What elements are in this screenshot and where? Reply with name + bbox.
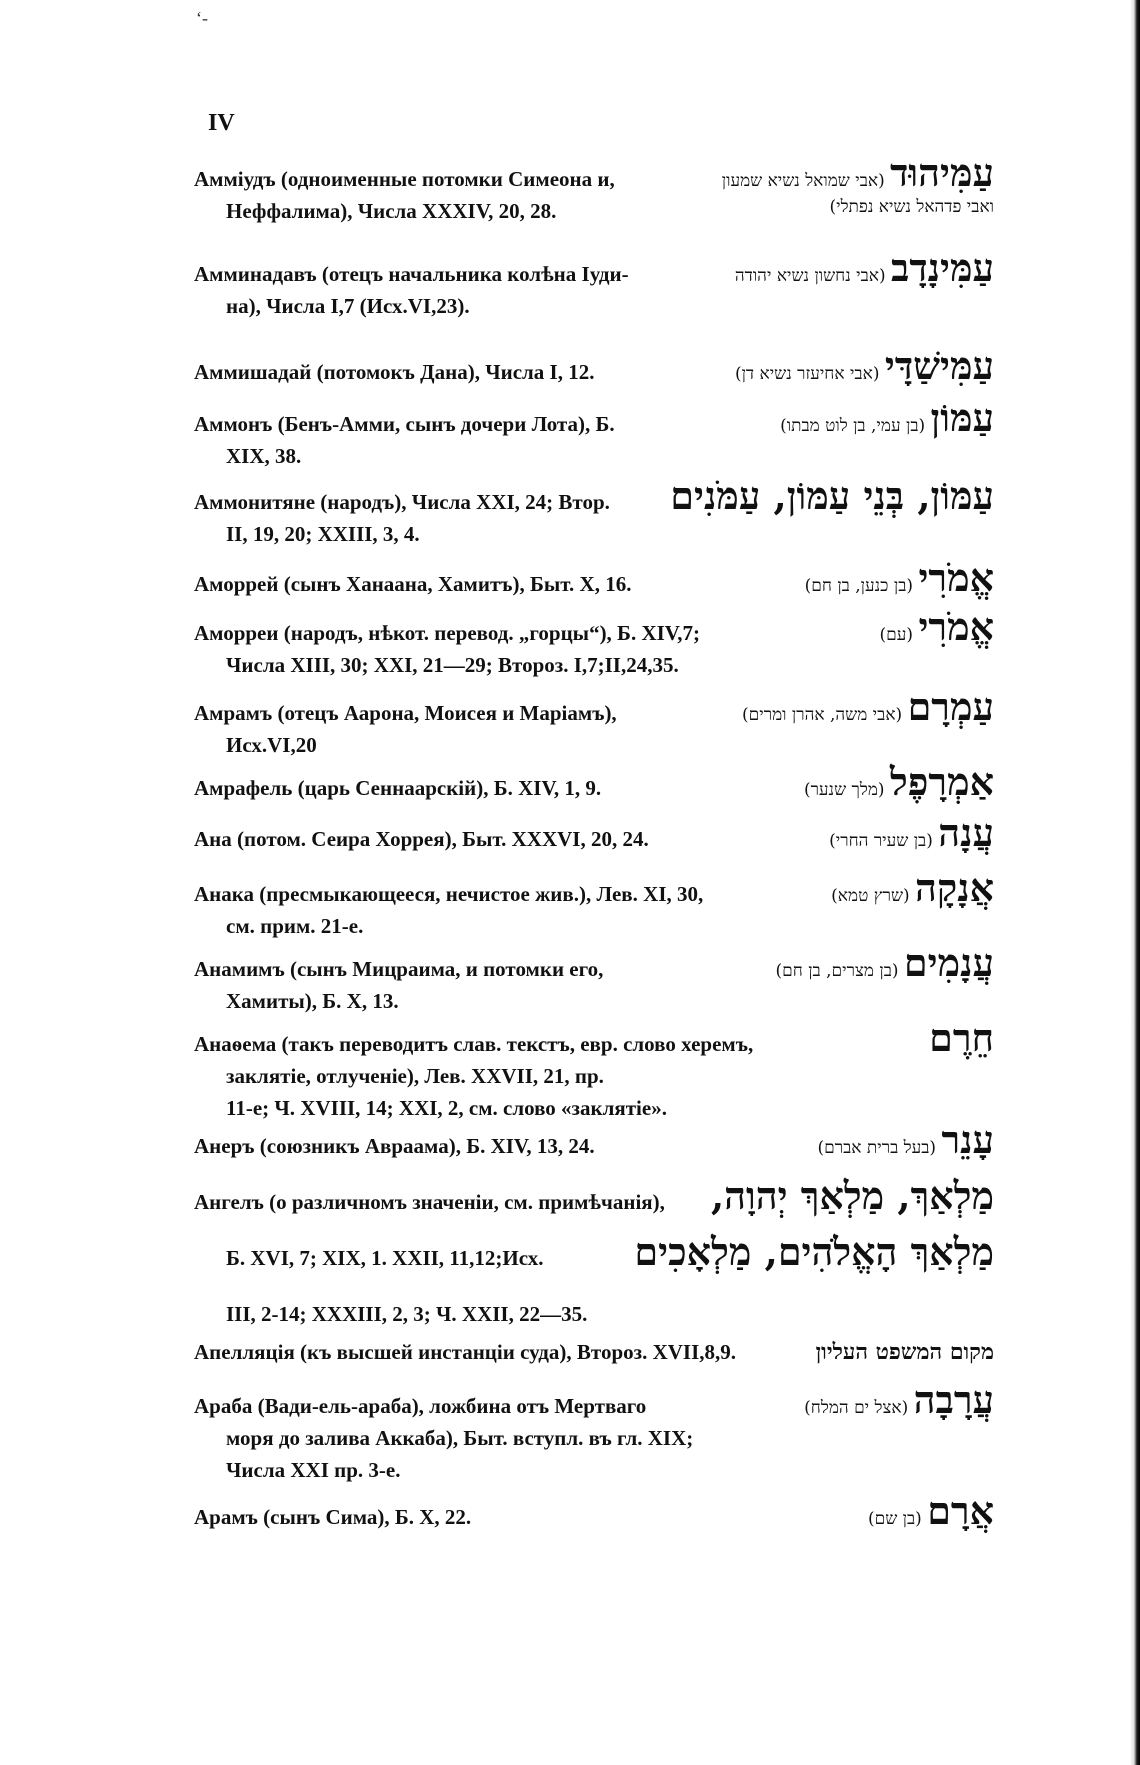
- entry-line: [194, 1298, 994, 1330]
- russian-text: 11-е; Ч. XVIII, 14; XXI, 2, см. слово «заклятiе».: [226, 1096, 667, 1120]
- entry-line: [194, 518, 994, 550]
- hebrew-word: מַלְאַךְ, מַלְאַךְ יְהוָה,: [710, 1173, 994, 1218]
- hebrew-term: [867, 1488, 994, 1535]
- hebrew-word: עַמִּינָדָב: [891, 245, 994, 290]
- russian-text: Анаѳема (такъ переводитъ слав. текстъ, евр. слово херемъ,: [194, 1032, 754, 1056]
- hebrew-word: מַלְאַךְ הָאֱלֹהִים, מַלְאָכִים: [634, 1229, 994, 1274]
- entry-line: [194, 343, 994, 388]
- entry-amram: [194, 684, 994, 761]
- russian-text: III, 2-14; XXXIII, 2, 3; Ч. XXII, 22—35.: [226, 1302, 588, 1326]
- hebrew-term: מקום המשפט העליון: [815, 1339, 994, 1365]
- entry-line: [194, 1173, 994, 1218]
- russian-text: Арамъ (сынъ Сима), Б. X, 22.: [194, 1505, 472, 1529]
- russian-text: Аморрей (сынъ Ханаана, Хамитъ), Быт. X, 16.: [194, 572, 632, 596]
- hebrew-term: [775, 940, 994, 987]
- hebrew-gloss: (בן שעיר החרי): [829, 831, 939, 851]
- hebrew-term: [817, 1117, 995, 1164]
- entry-line: [194, 985, 994, 1017]
- hebrew-gloss: (בן עמי, בן לוט מבתו): [780, 416, 931, 436]
- hebrew-gloss: (בעל ברית אברם): [817, 1138, 942, 1158]
- hebrew-term: [831, 865, 994, 912]
- entry-line: [194, 1060, 994, 1092]
- hebrew-term: [634, 1229, 994, 1274]
- entry-amorrey: [194, 555, 994, 600]
- russian-text: XIX, 38.: [226, 444, 302, 468]
- russian-text: Анамимъ (сынъ Мицраима, и потомки его,: [194, 957, 604, 981]
- hebrew-term: [879, 604, 994, 651]
- hebrew-gloss: (בן כנען, בן חם): [804, 576, 919, 596]
- entry-line: [194, 729, 994, 761]
- hebrew-word: עֲנָה: [938, 810, 994, 855]
- entry-line: [194, 395, 994, 440]
- entry-line: [194, 1336, 994, 1368]
- hebrew-gloss: (אבי אחיעזר נשיא דן): [734, 364, 885, 384]
- russian-text: Аммишадай (потомокъ Дана), Числа I, 12.: [194, 360, 595, 384]
- entry-line: [194, 759, 994, 804]
- russian-text: Хамиты), Б. X, 13.: [226, 989, 399, 1013]
- hebrew-gloss: (בן שם): [867, 1509, 928, 1529]
- russian-text: моря до залива Аккаба), Быт. вступл. въ гл. XIX;: [226, 1426, 694, 1450]
- entry-anaka: [194, 865, 994, 942]
- russian-text: на), Числа I,7 (Исх.VI,23).: [226, 294, 470, 318]
- entry-line: [194, 290, 994, 322]
- entry-line: [194, 1229, 994, 1274]
- hebrew-gloss: (עם): [879, 625, 919, 645]
- entry-line: [194, 910, 994, 942]
- entry-amorrei: [194, 604, 994, 681]
- entry-ammon: [194, 395, 994, 472]
- hebrew-gloss: (אבי משה, אהרן ומרים): [742, 705, 908, 725]
- hebrew-term: [780, 395, 994, 442]
- hebrew-word: אֱמֹרִי: [918, 604, 994, 649]
- entry-araba: [194, 1377, 994, 1486]
- hebrew-word: חֵרֶם: [929, 1015, 994, 1060]
- entry-line: [194, 810, 994, 855]
- russian-text: Исх.VI,20: [226, 733, 317, 757]
- header-mark: ‘-: [196, 8, 208, 28]
- hebrew-term: [929, 1015, 994, 1060]
- russian-text: Неффалима), Числа XXXIV, 20, 28.: [226, 199, 557, 223]
- hebrew-word: עַמִּישַׁדָּי: [884, 343, 994, 388]
- russian-text: см. прим. 21-е.: [226, 914, 364, 938]
- entry-ammishaddai: [194, 343, 994, 388]
- entry-line: [194, 245, 994, 290]
- hebrew-word: אֲרָם: [927, 1488, 994, 1533]
- entry-anamim: [194, 940, 994, 1017]
- entry-line: [194, 1488, 994, 1533]
- entry-line: [194, 865, 994, 910]
- russian-text: Амрамъ (отецъ Аарона, Моисея и Марiамъ),: [194, 701, 617, 725]
- russian-text: Аммiудъ (одноименные потомки Симеона и,: [194, 167, 615, 191]
- hebrew-word: עַמְרָם: [907, 684, 994, 729]
- hebrew-term: [829, 810, 994, 857]
- hebrew-term: [804, 555, 994, 602]
- entry-line: [194, 1454, 994, 1486]
- hebrew-gloss: ואבי פדהאל נשיא נפתלי): [829, 197, 994, 217]
- entry-line: [194, 1117, 994, 1162]
- entry-line: [194, 1377, 994, 1422]
- russian-text: Анеръ (союзникъ Авраама), Б. XIV, 13, 24.: [194, 1134, 595, 1158]
- hebrew-word: אֱמֹרִי: [918, 555, 994, 600]
- page-number: IV: [208, 110, 235, 136]
- hebrew-term: [804, 1377, 994, 1424]
- hebrew-word: אֲנָקָה: [915, 865, 994, 910]
- russian-text: Анака (пресмыкающееся, нечистое жив.), Лев. XI, 30,: [194, 882, 704, 906]
- russian-text: Аморреи (народъ, нѣкот. перевод. „горцы“), Б. XIV,7;: [194, 621, 700, 645]
- hebrew-term: [830, 189, 995, 223]
- russian-text: Апелляцiя (къ высшей инстанцiи суда), Второз. XVII,8,9.: [194, 1340, 737, 1364]
- russian-text: заклятiе, отлученiе), Лев. XXVII, 21, пр.: [226, 1064, 604, 1088]
- hebrew-term: [803, 759, 994, 806]
- hebrew-term: [734, 343, 994, 390]
- russian-text: Амминадавъ (отецъ начальника колѣна Iуди-: [194, 262, 629, 286]
- hebrew-gloss: (אבי שמואל נשיא שמעון: [721, 171, 891, 191]
- entry-line: [194, 555, 994, 600]
- entry-anathema: [194, 1015, 994, 1124]
- entry-line: [194, 940, 994, 985]
- entry-ana: [194, 810, 994, 855]
- entry-amrafel: [194, 759, 994, 804]
- russian-text: Б. XVI, 7; XIX, 1. XXII, 11,12;Исх.: [226, 1246, 544, 1270]
- hebrew-term: [710, 1173, 994, 1218]
- entry-aner: [194, 1117, 994, 1162]
- hebrew-gloss: (מלך שנער): [803, 780, 890, 800]
- entry-line: [194, 473, 994, 518]
- entry-line: [194, 1422, 994, 1454]
- hebrew-gloss: (בן מצרים, בן חם): [775, 961, 904, 981]
- entry-line: [194, 440, 994, 472]
- russian-text: Араба (Вади-ель-араба), ложбина отъ Мертваго: [194, 1394, 647, 1418]
- hebrew-word: עֲנָמִים: [903, 940, 994, 985]
- russian-text: Аммонъ (Бенъ-Амми, сынъ дочери Лота), Б.: [194, 412, 615, 436]
- page-edge: [1130, 0, 1140, 1765]
- hebrew-gloss: (אבי נחשון נשיא יהודה: [734, 266, 892, 286]
- russian-text: Аммонитяне (народъ), Числа XXI, 24; Втор.: [194, 490, 610, 514]
- russian-text: Числа XIII, 30; XXI, 21—29; Второз. I,7;II,24,35.: [226, 653, 679, 677]
- hebrew-word: עָנֵר: [941, 1117, 994, 1162]
- hebrew-gloss: (שרץ טמא): [831, 886, 916, 906]
- entry-ammonites: [194, 473, 994, 550]
- hebrew-word: אַמְרָפֶל: [889, 759, 994, 804]
- entry-appellation: [194, 1336, 994, 1368]
- entry-ammiud: [194, 150, 994, 251]
- entry-angel: [194, 1173, 994, 1330]
- russian-text: Амрафель (царь Сеннаарскiй), Б. XIV, 1, 9.: [194, 776, 602, 800]
- hebrew-gloss: (אצל ים המלח): [804, 1398, 914, 1418]
- entry-line: [194, 684, 994, 729]
- russian-text: Ана (потом. Сеира Хоррея), Быт. XXXVI, 20, 24.: [194, 827, 649, 851]
- hebrew-word: עַמּוֹן, בְּנֵי עַמּוֹן, עַמֹּנִים: [670, 473, 994, 518]
- entry-line: [194, 195, 994, 227]
- entry-line: [194, 604, 994, 649]
- hebrew-word: עַמּוֹן: [930, 395, 994, 440]
- hebrew-term: [742, 684, 994, 731]
- russian-text: II, 19, 20; XXIII, 3, 4.: [226, 522, 420, 546]
- entry-line: [194, 1092, 994, 1124]
- entry-line: [194, 1015, 994, 1060]
- hebrew-term: [670, 473, 994, 518]
- russian-text: Числа XXI пр. 3-е.: [226, 1458, 401, 1482]
- hebrew-word: עֲרָבָה: [913, 1377, 994, 1422]
- hebrew-word: עַמִּיהוּד: [890, 150, 994, 195]
- entry-line: [194, 649, 994, 681]
- hebrew-term: [734, 245, 994, 292]
- russian-text: Ангелъ (о различномъ значенiи, см. примѣчанiя),: [194, 1190, 665, 1214]
- entry-amminadab: [194, 245, 994, 322]
- entry-aram: [194, 1488, 994, 1533]
